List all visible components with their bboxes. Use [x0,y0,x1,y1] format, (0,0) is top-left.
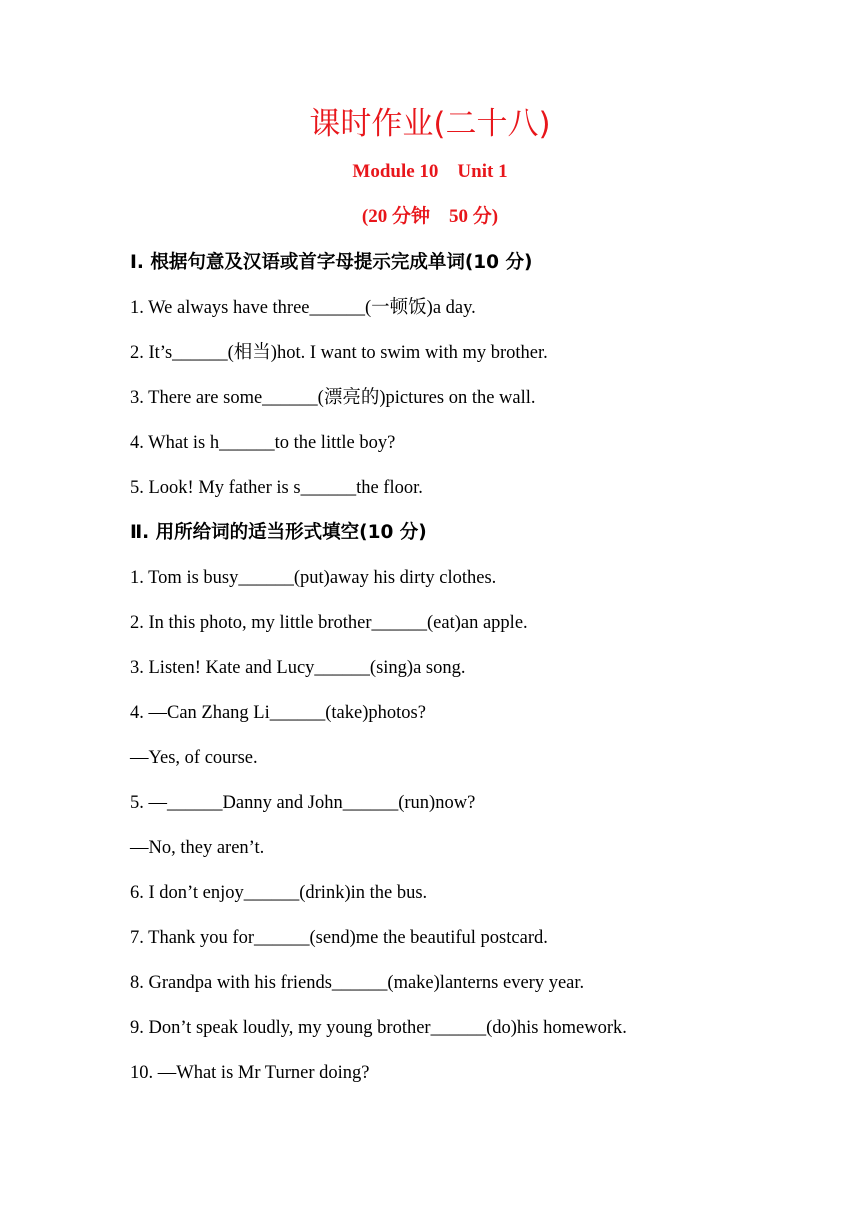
section-2-item: 8. Grandpa with his friends______(make)lanterns every year. [130,973,585,993]
section-2-heading: Ⅱ. 用所给词的适当形式填空(10 分) [130,522,427,543]
page-title: 课时作业(二十八) [309,106,551,142]
section-1-item: 1. We always have three______(一顿饭)a day. [130,298,476,318]
section-2-item: 7. Thank you for______(send)me the beautiful postcard. [130,928,548,948]
unit-subtitle: Module 10 Unit 1 [352,161,508,182]
section-1-item: 2. It’s______(相当)hot. I want to swim with my brother. [130,343,548,363]
section-1-item: 3. There are some______(漂亮的)pictures on the wall. [130,388,536,408]
section-2-answer: —Yes, of course. [130,748,258,768]
section-1-item: 5. Look! My father is s______the floor. [130,478,423,498]
section-2-item: 3. Listen! Kate and Lucy______(sing)a song. [130,658,466,678]
section-2-item: 9. Don’t speak loudly, my young brother______(do)his homework. [130,1018,627,1038]
section-1-item: 4. What is h______to the little boy? [130,433,396,453]
section-1-heading: Ⅰ. 根据句意及汉语或首字母提示完成单词(10 分) [130,252,533,273]
section-2-item: 1. Tom is busy______(put)away his dirty clothes. [130,568,497,588]
section-2-item: 10. —What is Mr Turner doing? [130,1063,370,1083]
time-score-subtitle: (20 分钟 50 分) [361,206,499,227]
section-2-item: 2. In this photo, my little brother______(eat)an apple. [130,613,528,633]
section-2-item: 5. —______Danny and John______(run)now? [130,793,476,813]
section-2-item: 4. —Can Zhang Li______(take)photos? [130,703,426,723]
section-2-item: 6. I don’t enjoy______(drink)in the bus. [130,883,428,903]
section-2-answer: —No, they aren’t. [130,838,265,858]
